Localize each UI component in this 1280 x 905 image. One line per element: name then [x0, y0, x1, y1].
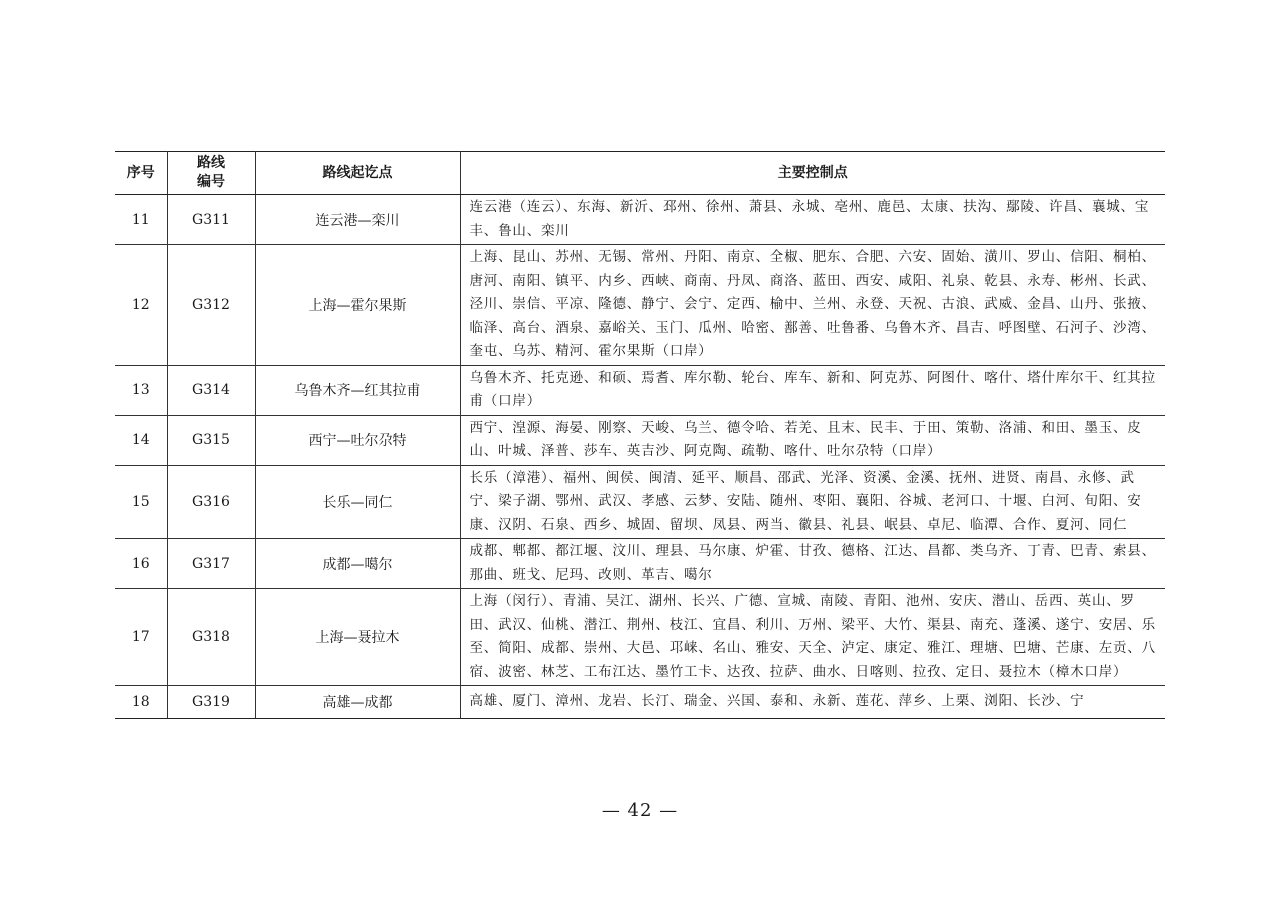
table-row — [115, 415, 1165, 465]
row-code: G319 — [167, 686, 255, 719]
row-name: 连云港—栾川 — [255, 195, 460, 245]
page-number: — 42 — — [601, 800, 679, 821]
row-seq: 17 — [115, 589, 167, 686]
table-row — [115, 365, 1165, 415]
row-code: G314 — [167, 365, 255, 415]
row-seq: 15 — [115, 465, 167, 539]
row-code: G315 — [167, 415, 255, 465]
row-name: 乌鲁木齐—红其拉甫 — [255, 365, 460, 415]
row-seq: 11 — [115, 195, 167, 245]
table-row — [115, 539, 1165, 589]
row-code: G316 — [167, 465, 255, 539]
row-control-points: 西宁、湟源、海晏、刚察、天峻、乌兰、德令哈、若羌、且末、民丰、于田、策勒、洛浦、和田、墨玉、皮山、叶城、泽普、莎车、英吉沙、阿克陶、疏勒、喀什、吐尔尕特（口岸） — [460, 415, 1165, 465]
row-control-points: 上海、昆山、苏州、无锡、常州、丹阳、南京、全椒、肥东、合肥、六安、固始、潢川、罗山、信阳、桐柏、唐河、南阳、镇平、内乡、西峡、商南、丹凤、商洛、蓝田、西安、咸阳、礼泉、乾县、永寿、彬州、长武、泾川、崇信、平凉、隆德、静宁、会宁、定西、榆中、兰州、永登、天祝、古浪、武威、金昌、山丹、张掖、临泽、高台、酒泉、嘉峪关、玉门、瓜州、哈密、鄯善、吐鲁番、乌鲁木齐、昌吉、呼图壁、石河子、沙湾、奎屯、乌苏、精河、霍尔果斯（口岸） — [460, 245, 1165, 366]
table-row — [115, 465, 1165, 539]
row-name: 高雄—成都 — [255, 686, 460, 719]
header-code — [167, 152, 255, 195]
table-row — [115, 686, 1165, 719]
row-seq: 14 — [115, 415, 167, 465]
table-row — [115, 589, 1165, 686]
row-name: 西宁—吐尔尕特 — [255, 415, 460, 465]
row-seq: 16 — [115, 539, 167, 589]
row-seq: 18 — [115, 686, 167, 719]
table-header — [115, 152, 1165, 195]
table-body — [115, 195, 1165, 719]
table-row — [115, 195, 1165, 245]
row-code: G318 — [167, 589, 255, 686]
row-name: 成都—噶尔 — [255, 539, 460, 589]
row-control-points: 连云港（连云）、东海、新沂、邳州、徐州、萧县、永城、亳州、鹿邑、太康、扶沟、鄢陵、许昌、襄城、宝丰、鲁山、栾川 — [460, 195, 1165, 245]
row-name: 上海—霍尔果斯 — [255, 245, 460, 366]
row-code: G312 — [167, 245, 255, 366]
header-code-line1: 路线 — [197, 155, 225, 171]
header-seq: 序号 — [115, 152, 167, 195]
row-control-points: 成都、郫都、都江堰、汶川、理县、马尔康、炉霍、甘孜、德格、江达、昌都、类乌齐、丁青、巴青、索县、那曲、班戈、尼玛、改则、革吉、噶尔 — [460, 539, 1165, 589]
row-control-points: 长乐（漳港）、福州、闽侯、闽清、延平、顺昌、邵武、光泽、资溪、金溪、抚州、进贤、南昌、永修、武宁、梁子湖、鄂州、武汉、孝感、云梦、安陆、随州、枣阳、襄阳、谷城、老河口、十堰、白河、旬阳、安康、汉阴、石泉、西乡、城固、留坝、凤县、两当、徽县、礼县、岷县、卓尼、临潭、合作、夏河、同仁 — [460, 465, 1165, 539]
row-control-points: 乌鲁木齐、托克逊、和硕、焉耆、库尔勒、轮台、库车、新和、阿克苏、阿图什、喀什、塔什库尔干、红其拉甫（口岸） — [460, 365, 1165, 415]
header-code-line2: 编号 — [197, 174, 225, 190]
row-code: G311 — [167, 195, 255, 245]
header-row — [115, 152, 1165, 195]
row-name: 长乐—同仁 — [255, 465, 460, 539]
row-control-points: 高雄、厦门、漳州、龙岩、长汀、瑞金、兴国、泰和、永新、莲花、萍乡、上栗、浏阳、长沙、宁 — [460, 686, 1165, 719]
row-seq: 12 — [115, 245, 167, 366]
row-seq: 13 — [115, 365, 167, 415]
row-code: G317 — [167, 539, 255, 589]
header-control: 主要控制点 — [460, 152, 1165, 195]
table-row — [115, 245, 1165, 366]
header-name: 路线起讫点 — [255, 152, 460, 195]
row-control-points: 上海（闵行）、青浦、吴江、湖州、长兴、广德、宣城、南陵、青阳、池州、安庆、潜山、岳西、英山、罗田、武汉、仙桃、潜江、荆州、枝江、宜昌、利川、万州、梁平、大竹、渠县、南充、蓬溪、遂宁、安居、乐至、简阳、成都、崇州、大邑、邛崃、名山、雅安、天全、泸定、康定、雅江、理塘、巴塘、芒康、左贡、八宿、波密、林芝、工布江达、墨竹工卡、达孜、拉萨、曲水、日喀则、拉孜、定日、聂拉木（樟木口岸） — [460, 589, 1165, 686]
route-table — [115, 151, 1165, 719]
row-name: 上海—聂拉木 — [255, 589, 460, 686]
